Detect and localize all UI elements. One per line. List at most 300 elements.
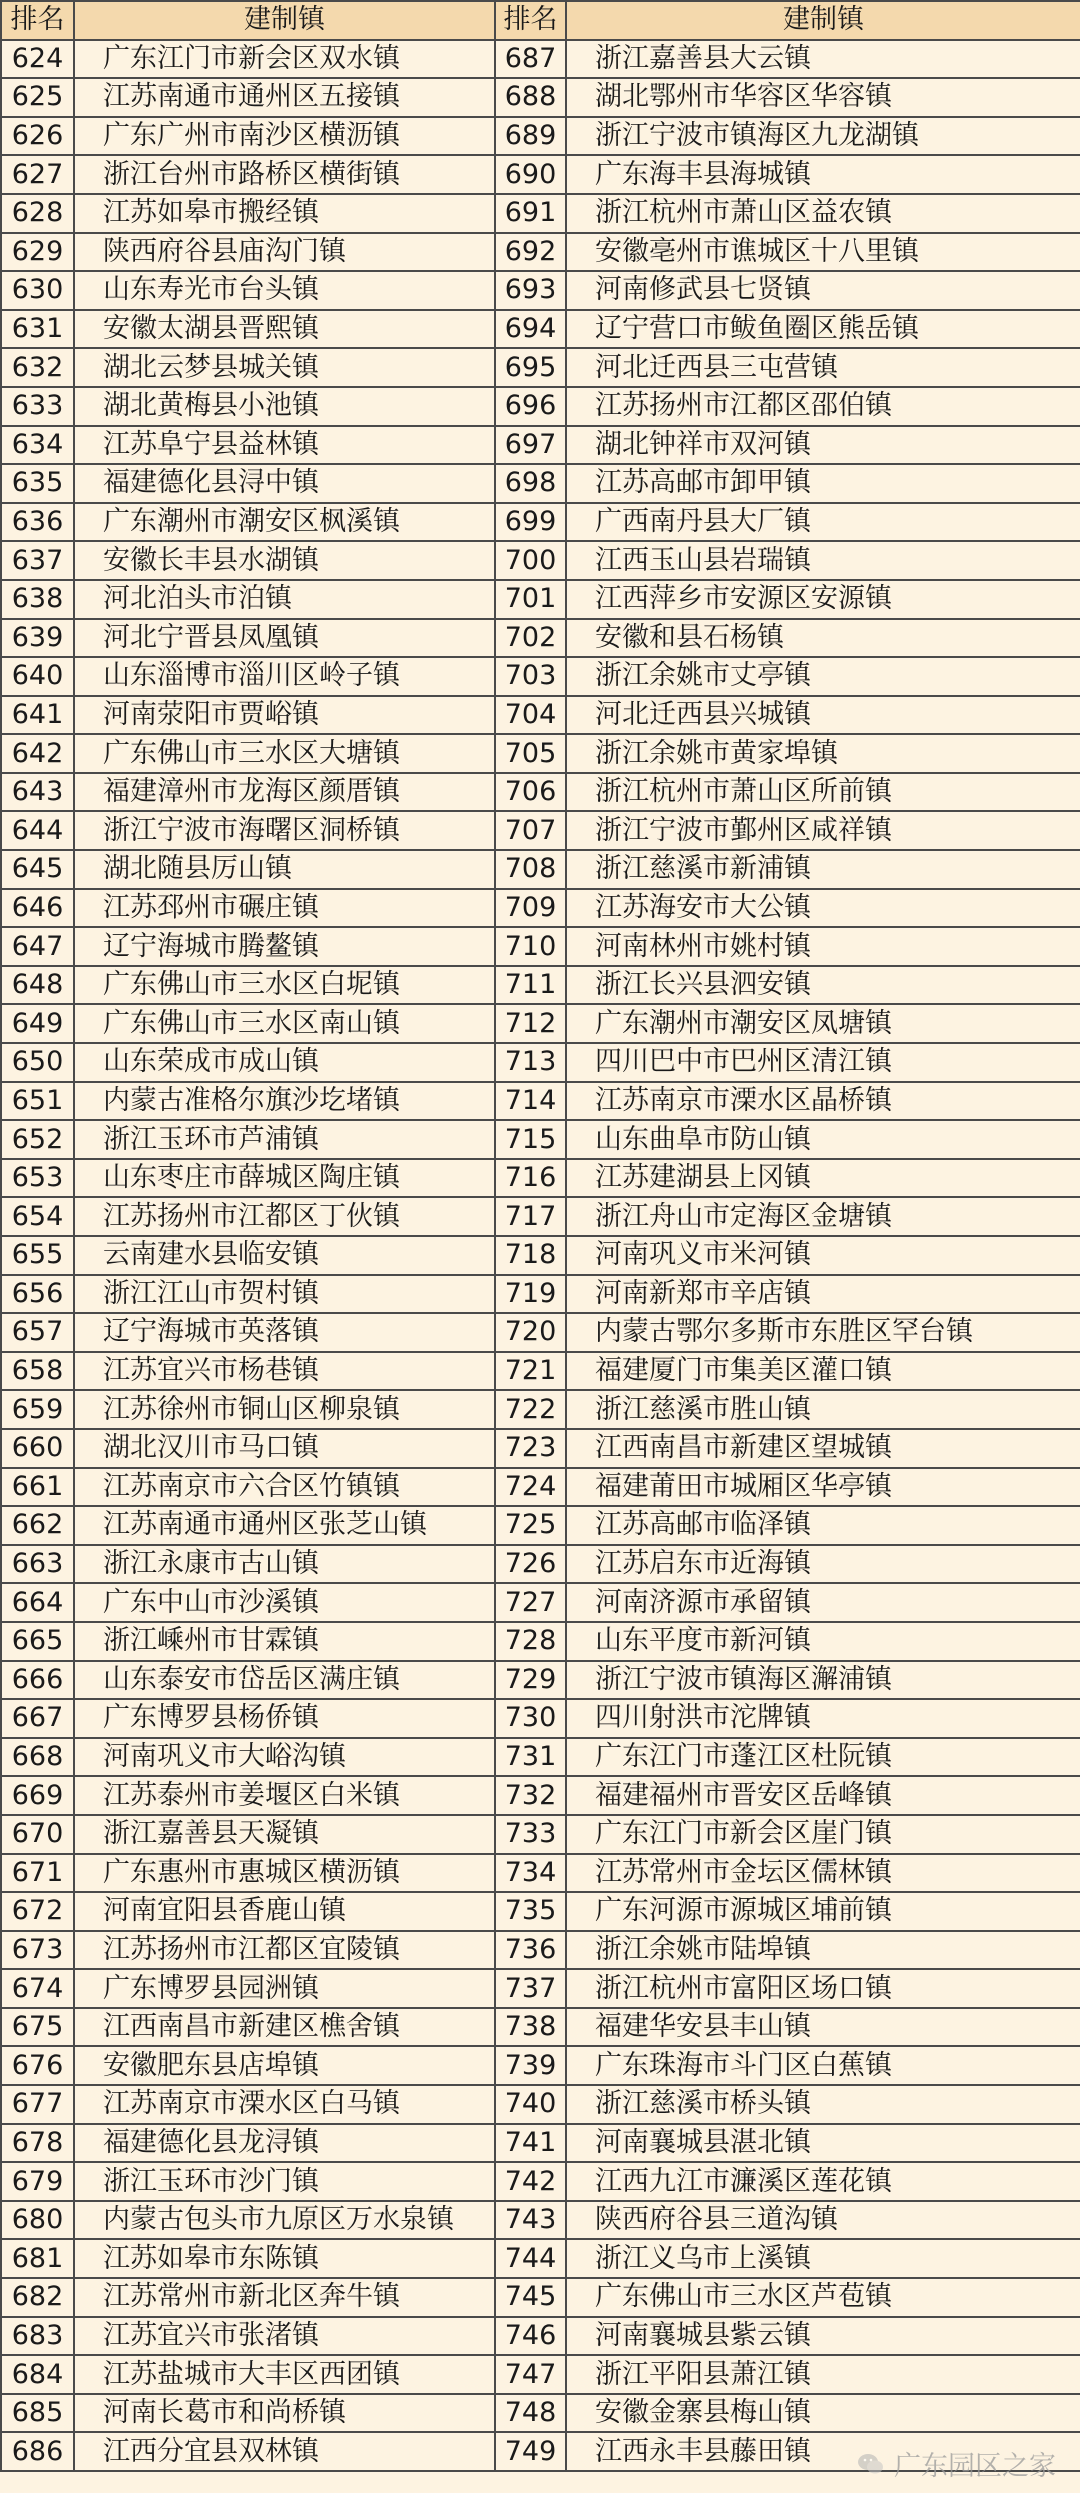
rank-cell: 691 — [495, 194, 566, 233]
table-row — [1, 1236, 1080, 1275]
town-cell: 安徽长丰县水湖镇 — [74, 541, 495, 580]
rank-cell: 710 — [495, 927, 566, 966]
town-cell: 浙江余姚市黄家埠镇 — [566, 734, 1080, 773]
rank-cell: 707 — [495, 811, 566, 850]
rank-cell: 725 — [495, 1506, 566, 1545]
town-cell: 河南襄城县紫云镇 — [566, 2317, 1080, 2356]
table-row — [1, 194, 1080, 233]
town-cell: 广东佛山市三水区大塘镇 — [74, 734, 495, 773]
town-cell: 辽宁海城市腾鳌镇 — [74, 927, 495, 966]
town-cell: 浙江杭州市富阳区场口镇 — [566, 1969, 1080, 2008]
town-cell: 江苏扬州市江都区宜陵镇 — [74, 1931, 495, 1970]
town-cell: 山东曲阜市防山镇 — [566, 1120, 1080, 1159]
watermark-text: 广东园区之家 — [894, 2451, 1056, 2482]
rank-cell: 671 — [1, 1854, 74, 1893]
rank-cell: 709 — [495, 889, 566, 928]
town-cell: 福建德化县龙浔镇 — [74, 2124, 495, 2163]
town-cell: 安徽和县石杨镇 — [566, 619, 1080, 658]
town-cell: 江西萍乡市安源区安源镇 — [566, 580, 1080, 619]
table-row — [1, 387, 1080, 426]
rank-cell: 736 — [495, 1931, 566, 1970]
town-cell: 江西永丰县藤田镇 — [566, 2432, 1080, 2471]
town-cell: 浙江余姚市陆埠镇 — [566, 1931, 1080, 1970]
rank-cell: 749 — [495, 2432, 566, 2471]
table-row — [1, 889, 1080, 928]
rank-cell: 734 — [495, 1854, 566, 1893]
rank-cell: 685 — [1, 2394, 74, 2433]
table-row — [1, 1583, 1080, 1622]
table-row — [1, 1004, 1080, 1043]
town-cell: 浙江平阳县萧江镇 — [566, 2355, 1080, 2394]
town-cell: 江苏常州市金坛区儒林镇 — [566, 1854, 1080, 1893]
table-row — [1, 1429, 1080, 1468]
rank-cell: 661 — [1, 1468, 74, 1507]
town-cell: 浙江慈溪市胜山镇 — [566, 1390, 1080, 1429]
town-cell: 广东潮州市潮安区枫溪镇 — [74, 503, 495, 542]
rank-cell: 681 — [1, 2239, 74, 2278]
rank-cell: 638 — [1, 580, 74, 619]
town-cell: 广东江门市新会区双水镇 — [74, 40, 495, 79]
town-cell: 广东珠海市斗门区白蕉镇 — [566, 2046, 1080, 2085]
rank-cell: 662 — [1, 1506, 74, 1545]
town-cell: 湖北随县厉山镇 — [74, 850, 495, 889]
town-cell: 广东佛山市三水区白坭镇 — [74, 966, 495, 1005]
town-cell: 江苏南京市六合区竹镇镇 — [74, 1468, 495, 1507]
table-row — [1, 78, 1080, 117]
rank-cell: 715 — [495, 1120, 566, 1159]
rank-cell: 630 — [1, 271, 74, 310]
rank-cell: 740 — [495, 2085, 566, 2124]
rank-cell: 733 — [495, 1815, 566, 1854]
town-cell: 河南济源市承留镇 — [566, 1583, 1080, 1622]
town-header-left: 建制镇 — [74, 1, 495, 40]
table-row — [1, 1043, 1080, 1082]
town-cell: 江苏如皋市搬经镇 — [74, 194, 495, 233]
header-row — [1, 1, 1080, 40]
rank-cell: 692 — [495, 233, 566, 272]
rank-cell: 639 — [1, 619, 74, 658]
rank-cell: 648 — [1, 966, 74, 1005]
town-cell: 浙江宁波市镇海区九龙湖镇 — [566, 117, 1080, 156]
town-cell: 广东江门市蓬江区杜阮镇 — [566, 1738, 1080, 1777]
town-cell: 江苏海安市大公镇 — [566, 889, 1080, 928]
table-row — [1, 1275, 1080, 1314]
town-cell: 广东佛山市三水区芦苞镇 — [566, 2278, 1080, 2317]
town-cell: 江西分宜县双林镇 — [74, 2432, 495, 2471]
rank-cell: 643 — [1, 773, 74, 812]
town-cell: 浙江舟山市定海区金塘镇 — [566, 1197, 1080, 1236]
town-cell: 河南宜阳县香鹿山镇 — [74, 1892, 495, 1931]
town-cell: 安徽肥东县店埠镇 — [74, 2046, 495, 2085]
table-row — [1, 1120, 1080, 1159]
table-row — [1, 2239, 1080, 2278]
rank-header-right: 排名 — [495, 1, 566, 40]
town-cell: 广东惠州市惠城区横沥镇 — [74, 1854, 495, 1893]
town-cell: 江苏宜兴市杨巷镇 — [74, 1352, 495, 1391]
rank-cell: 625 — [1, 78, 74, 117]
rank-cell: 660 — [1, 1429, 74, 1468]
rank-cell: 687 — [495, 40, 566, 79]
rank-cell: 726 — [495, 1545, 566, 1584]
town-cell: 湖北云梦县城关镇 — [74, 348, 495, 387]
table-row — [1, 850, 1080, 889]
table-row — [1, 1815, 1080, 1854]
table-row — [1, 1506, 1080, 1545]
table-row — [1, 2008, 1080, 2047]
rank-cell: 670 — [1, 1815, 74, 1854]
rank-cell: 645 — [1, 850, 74, 889]
town-cell: 江西南昌市新建区望城镇 — [566, 1429, 1080, 1468]
rank-cell: 676 — [1, 2046, 74, 2085]
rank-cell: 738 — [495, 2008, 566, 2047]
town-cell: 浙江嵊州市甘霖镇 — [74, 1622, 495, 1661]
rank-cell: 634 — [1, 426, 74, 465]
table-row — [1, 117, 1080, 156]
rank-cell: 659 — [1, 1390, 74, 1429]
rank-cell: 650 — [1, 1043, 74, 1082]
rank-cell: 655 — [1, 1236, 74, 1275]
rank-cell: 705 — [495, 734, 566, 773]
rank-cell: 644 — [1, 811, 74, 850]
town-cell: 内蒙古准格尔旗沙圪堵镇 — [74, 1082, 495, 1121]
town-cell: 山东寿光市台头镇 — [74, 271, 495, 310]
table-row — [1, 2355, 1080, 2394]
town-cell: 山东平度市新河镇 — [566, 1622, 1080, 1661]
rank-cell: 632 — [1, 348, 74, 387]
town-cell: 河北宁晋县凤凰镇 — [74, 619, 495, 658]
town-cell: 山东泰安市岱岳区满庄镇 — [74, 1661, 495, 1700]
rank-cell: 730 — [495, 1699, 566, 1738]
town-cell: 浙江慈溪市桥头镇 — [566, 2085, 1080, 2124]
town-cell: 四川射洪市沱牌镇 — [566, 1699, 1080, 1738]
town-cell: 广东潮州市潮安区凤塘镇 — [566, 1004, 1080, 1043]
rank-cell: 627 — [1, 155, 74, 194]
town-cell: 河南林州市姚村镇 — [566, 927, 1080, 966]
town-cell: 浙江嘉善县大云镇 — [566, 40, 1080, 79]
rank-cell: 668 — [1, 1738, 74, 1777]
rank-cell: 666 — [1, 1661, 74, 1700]
town-cell: 湖北钟祥市双河镇 — [566, 426, 1080, 465]
town-cell: 江苏盐城市大丰区西团镇 — [74, 2355, 495, 2394]
rank-cell: 640 — [1, 657, 74, 696]
table-row — [1, 1197, 1080, 1236]
rank-cell: 682 — [1, 2278, 74, 2317]
rank-cell: 674 — [1, 1969, 74, 2008]
rank-cell: 701 — [495, 580, 566, 619]
table-row — [1, 1082, 1080, 1121]
town-cell: 安徽金寨县梅山镇 — [566, 2394, 1080, 2433]
table-row — [1, 2394, 1080, 2433]
rank-cell: 667 — [1, 1699, 74, 1738]
town-cell: 内蒙古包头市九原区万水泉镇 — [74, 2201, 495, 2240]
table-row — [1, 657, 1080, 696]
rank-cell: 677 — [1, 2085, 74, 2124]
town-cell: 河北迁西县三屯营镇 — [566, 348, 1080, 387]
rank-cell: 690 — [495, 155, 566, 194]
rank-cell: 635 — [1, 464, 74, 503]
rank-cell: 636 — [1, 503, 74, 542]
table-row — [1, 1390, 1080, 1429]
rank-cell: 741 — [495, 2124, 566, 2163]
rank-cell: 657 — [1, 1313, 74, 1352]
rank-cell: 702 — [495, 619, 566, 658]
rank-cell: 722 — [495, 1390, 566, 1429]
town-cell: 江苏启东市近海镇 — [566, 1545, 1080, 1584]
town-cell: 浙江杭州市萧山区所前镇 — [566, 773, 1080, 812]
rank-cell: 649 — [1, 1004, 74, 1043]
rank-cell: 700 — [495, 541, 566, 580]
rank-cell: 742 — [495, 2162, 566, 2201]
rank-cell: 633 — [1, 387, 74, 426]
rank-cell: 703 — [495, 657, 566, 696]
table-row — [1, 1159, 1080, 1198]
town-cell: 江西玉山县岩瑞镇 — [566, 541, 1080, 580]
town-cell: 内蒙古鄂尔多斯市东胜区罕台镇 — [566, 1313, 1080, 1352]
town-cell: 山东荣成市成山镇 — [74, 1043, 495, 1082]
rank-cell: 688 — [495, 78, 566, 117]
rank-cell: 693 — [495, 271, 566, 310]
table-row — [1, 2317, 1080, 2356]
table-row — [1, 1622, 1080, 1661]
town-cell: 江西南昌市新建区樵舍镇 — [74, 2008, 495, 2047]
town-cell: 山东淄博市淄川区岭子镇 — [74, 657, 495, 696]
rank-cell: 699 — [495, 503, 566, 542]
rank-cell: 641 — [1, 696, 74, 735]
town-cell: 江苏扬州市江都区丁伙镇 — [74, 1197, 495, 1236]
town-cell: 辽宁海城市英落镇 — [74, 1313, 495, 1352]
town-cell: 四川巴中市巴州区清江镇 — [566, 1043, 1080, 1082]
rank-cell: 744 — [495, 2239, 566, 2278]
town-cell: 浙江宁波市鄞州区咸祥镇 — [566, 811, 1080, 850]
rank-cell: 652 — [1, 1120, 74, 1159]
table-row — [1, 734, 1080, 773]
rank-cell: 737 — [495, 1969, 566, 2008]
rank-cell: 642 — [1, 734, 74, 773]
rank-cell: 745 — [495, 2278, 566, 2317]
table-row — [1, 503, 1080, 542]
town-cell: 广东佛山市三水区南山镇 — [74, 1004, 495, 1043]
town-cell: 陕西府谷县三道沟镇 — [566, 2201, 1080, 2240]
table-row — [1, 811, 1080, 850]
town-cell: 广东海丰县海城镇 — [566, 155, 1080, 194]
town-cell: 浙江嘉善县天凝镇 — [74, 1815, 495, 1854]
table-row — [1, 40, 1080, 79]
town-cell: 广东广州市南沙区横沥镇 — [74, 117, 495, 156]
town-cell: 福建莆田市城厢区华亭镇 — [566, 1468, 1080, 1507]
rank-cell: 721 — [495, 1352, 566, 1391]
town-cell: 江苏南京市溧水区晶桥镇 — [566, 1082, 1080, 1121]
town-cell: 浙江余姚市丈亭镇 — [566, 657, 1080, 696]
town-cell: 江苏邳州市碾庄镇 — [74, 889, 495, 928]
rank-cell: 746 — [495, 2317, 566, 2356]
table-header — [1, 1, 1080, 40]
rank-cell: 675 — [1, 2008, 74, 2047]
town-cell: 浙江江山市贺村镇 — [74, 1275, 495, 1314]
town-cell: 江苏南通市通州区张芝山镇 — [74, 1506, 495, 1545]
rank-cell: 747 — [495, 2355, 566, 2394]
rank-cell: 658 — [1, 1352, 74, 1391]
table-row — [1, 2085, 1080, 2124]
rank-cell: 680 — [1, 2201, 74, 2240]
town-cell: 河北泊头市泊镇 — [74, 580, 495, 619]
rank-cell: 718 — [495, 1236, 566, 1275]
table-row — [1, 2162, 1080, 2201]
rank-cell: 728 — [495, 1622, 566, 1661]
town-cell: 广东河源市源城区埔前镇 — [566, 1892, 1080, 1931]
table-row — [1, 927, 1080, 966]
town-header-right: 建制镇 — [566, 1, 1080, 40]
rank-cell: 735 — [495, 1892, 566, 1931]
town-cell: 安徽太湖县晋熙镇 — [74, 310, 495, 349]
rank-cell: 727 — [495, 1583, 566, 1622]
rank-header-left: 排名 — [1, 1, 74, 40]
rank-cell: 697 — [495, 426, 566, 465]
table-row — [1, 2124, 1080, 2163]
rank-cell: 663 — [1, 1545, 74, 1584]
table-row — [1, 619, 1080, 658]
rank-cell: 704 — [495, 696, 566, 735]
table-row — [1, 2046, 1080, 2085]
rank-cell: 731 — [495, 1738, 566, 1777]
town-cell: 江苏徐州市铜山区柳泉镇 — [74, 1390, 495, 1429]
town-cell: 江苏阜宁县益林镇 — [74, 426, 495, 465]
town-cell: 江苏泰州市姜堰区白米镇 — [74, 1776, 495, 1815]
town-cell: 浙江宁波市镇海区澥浦镇 — [566, 1661, 1080, 1700]
rank-cell: 679 — [1, 2162, 74, 2201]
rank-cell: 626 — [1, 117, 74, 156]
rank-cell: 653 — [1, 1159, 74, 1198]
town-cell: 浙江长兴县泗安镇 — [566, 966, 1080, 1005]
town-cell: 浙江玉环市沙门镇 — [74, 2162, 495, 2201]
table-row — [1, 966, 1080, 1005]
town-cell: 河南荥阳市贾峪镇 — [74, 696, 495, 735]
rank-cell: 712 — [495, 1004, 566, 1043]
town-cell: 福建厦门市集美区灌口镇 — [566, 1352, 1080, 1391]
rank-cell: 673 — [1, 1931, 74, 1970]
town-cell: 福建福州市晋安区岳峰镇 — [566, 1776, 1080, 1815]
table-row — [1, 1892, 1080, 1931]
table-row — [1, 155, 1080, 194]
rank-cell: 669 — [1, 1776, 74, 1815]
rank-cell: 696 — [495, 387, 566, 426]
rank-cell: 686 — [1, 2432, 74, 2471]
rank-cell: 695 — [495, 348, 566, 387]
town-cell: 江苏宜兴市张渚镇 — [74, 2317, 495, 2356]
town-cell: 福建华安县丰山镇 — [566, 2008, 1080, 2047]
town-cell: 福建德化县浔中镇 — [74, 464, 495, 503]
rank-cell: 713 — [495, 1043, 566, 1082]
rank-cell: 689 — [495, 117, 566, 156]
town-cell: 浙江杭州市萧山区益农镇 — [566, 194, 1080, 233]
rank-cell: 732 — [495, 1776, 566, 1815]
town-cell: 河南巩义市大峪沟镇 — [74, 1738, 495, 1777]
table-row — [1, 580, 1080, 619]
rank-cell: 716 — [495, 1159, 566, 1198]
rank-cell: 684 — [1, 2355, 74, 2394]
town-cell: 河南修武县七贤镇 — [566, 271, 1080, 310]
town-cell: 河北迁西县兴城镇 — [566, 696, 1080, 735]
rank-cell: 651 — [1, 1082, 74, 1121]
town-cell: 江苏扬州市江都区邵伯镇 — [566, 387, 1080, 426]
town-cell: 山东枣庄市薛城区陶庄镇 — [74, 1159, 495, 1198]
town-cell: 云南建水县临安镇 — [74, 1236, 495, 1275]
town-cell: 浙江慈溪市新浦镇 — [566, 850, 1080, 889]
table-row — [1, 1313, 1080, 1352]
table-row — [1, 348, 1080, 387]
table-row — [1, 1738, 1080, 1777]
town-cell: 湖北汉川市马口镇 — [74, 1429, 495, 1468]
town-cell: 湖北黄梅县小池镇 — [74, 387, 495, 426]
town-cell: 湖北鄂州市华容区华容镇 — [566, 78, 1080, 117]
town-cell: 江苏建湖县上冈镇 — [566, 1159, 1080, 1198]
town-cell: 安徽亳州市谯城区十八里镇 — [566, 233, 1080, 272]
rank-cell: 664 — [1, 1583, 74, 1622]
rank-cell: 748 — [495, 2394, 566, 2433]
table-row — [1, 696, 1080, 735]
town-cell: 广东博罗县园洲镇 — [74, 1969, 495, 2008]
town-cell: 广东江门市新会区崖门镇 — [566, 1815, 1080, 1854]
town-cell: 江苏高邮市临泽镇 — [566, 1506, 1080, 1545]
town-cell: 江西九江市濂溪区莲花镇 — [566, 2162, 1080, 2201]
town-cell: 陕西府谷县庙沟门镇 — [74, 233, 495, 272]
rank-cell: 672 — [1, 1892, 74, 1931]
table-row — [1, 1854, 1080, 1893]
rank-cell: 631 — [1, 310, 74, 349]
town-cell: 江苏南通市通州区五接镇 — [74, 78, 495, 117]
table-row — [1, 310, 1080, 349]
table-row — [1, 271, 1080, 310]
town-cell: 江苏常州市新北区奔牛镇 — [74, 2278, 495, 2317]
rank-cell: 665 — [1, 1622, 74, 1661]
table-row — [1, 464, 1080, 503]
table-row — [1, 1699, 1080, 1738]
table-row — [1, 233, 1080, 272]
rank-cell: 739 — [495, 2046, 566, 2085]
town-cell: 福建漳州市龙海区颜厝镇 — [74, 773, 495, 812]
table-row — [1, 1969, 1080, 2008]
rank-cell: 729 — [495, 1661, 566, 1700]
rank-cell: 678 — [1, 2124, 74, 2163]
town-cell: 广东博罗县杨侨镇 — [74, 1699, 495, 1738]
town-cell: 江苏南京市溧水区白马镇 — [74, 2085, 495, 2124]
town-cell: 广东中山市沙溪镇 — [74, 1583, 495, 1622]
rank-cell: 694 — [495, 310, 566, 349]
town-cell: 浙江永康市古山镇 — [74, 1545, 495, 1584]
table-row — [1, 2201, 1080, 2240]
rank-cell: 654 — [1, 1197, 74, 1236]
table-row — [1, 2278, 1080, 2317]
table-body — [1, 40, 1080, 2471]
rank-cell: 720 — [495, 1313, 566, 1352]
table-row — [1, 1931, 1080, 1970]
table-row — [1, 1352, 1080, 1391]
rank-cell: 628 — [1, 194, 74, 233]
rank-cell: 724 — [495, 1468, 566, 1507]
town-cell: 浙江台州市路桥区横街镇 — [74, 155, 495, 194]
rank-cell: 711 — [495, 966, 566, 1005]
rank-cell: 714 — [495, 1082, 566, 1121]
town-cell: 广西南丹县大厂镇 — [566, 503, 1080, 542]
rank-cell: 683 — [1, 2317, 74, 2356]
table-row — [1, 773, 1080, 812]
town-cell: 浙江义乌市上溪镇 — [566, 2239, 1080, 2278]
table-row — [1, 1545, 1080, 1584]
town-cell: 辽宁营口市鲅鱼圈区熊岳镇 — [566, 310, 1080, 349]
table-row — [1, 541, 1080, 580]
town-cell: 河南长葛市和尚桥镇 — [74, 2394, 495, 2433]
rank-cell: 656 — [1, 1275, 74, 1314]
rank-cell: 743 — [495, 2201, 566, 2240]
